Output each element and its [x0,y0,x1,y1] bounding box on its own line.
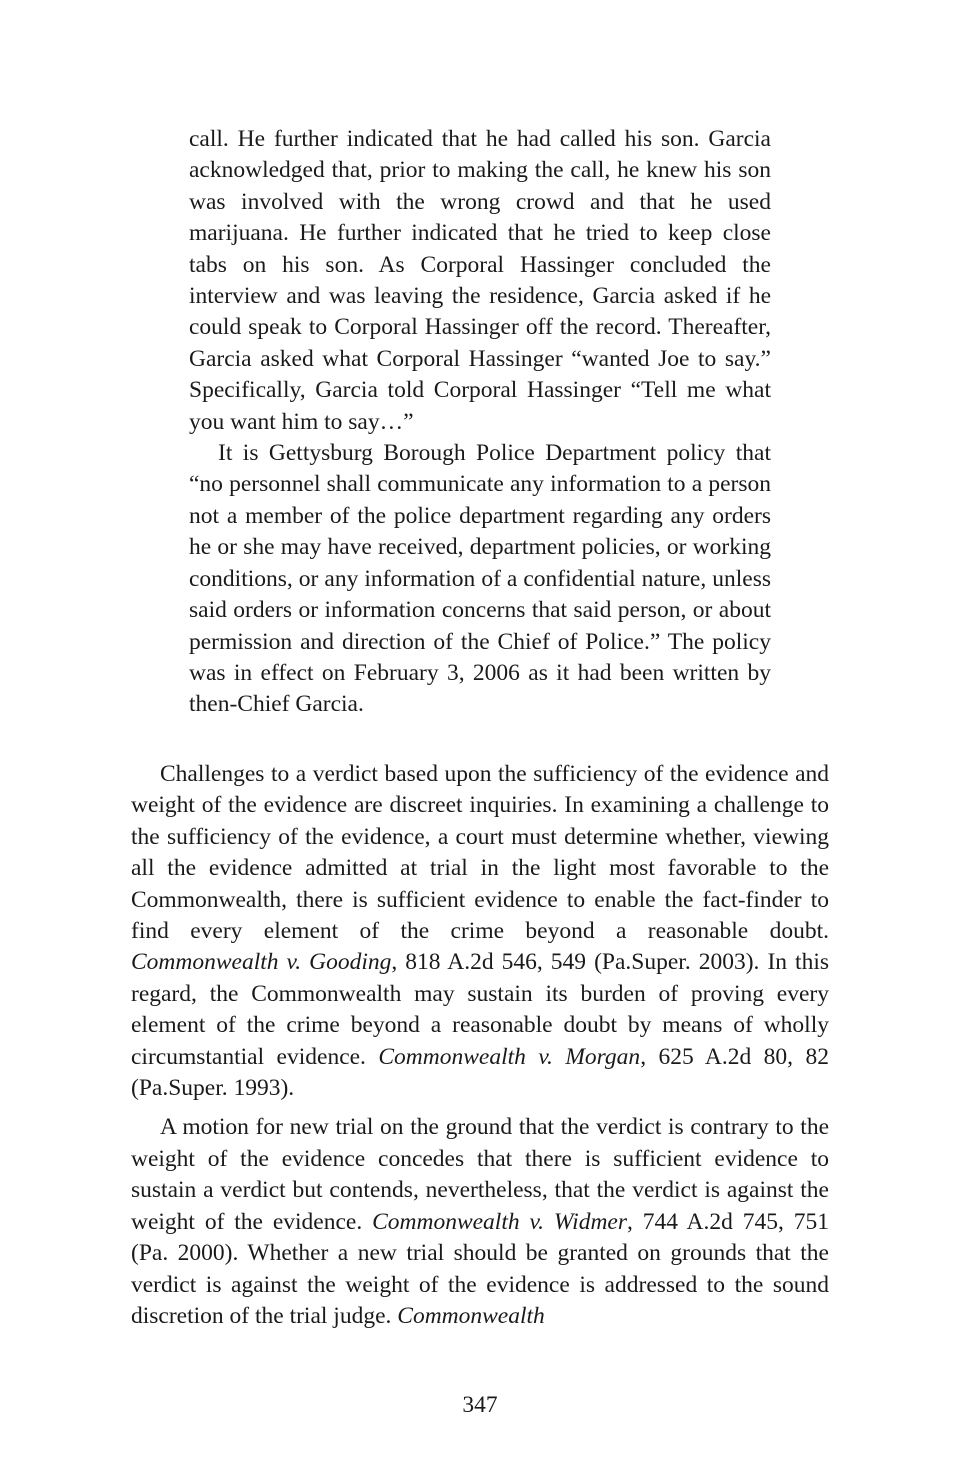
body-paragraph-2-text-b: , 744 A.2d 745, 751 (Pa. 2000). Whether a new trial should be granted on grounds that the verdict is against the weight of the evidence is addressed to the sound discretion of the trial judge. [131,1208,829,1329]
body-paragraph-2-text-a: A motion for new trial on the ground that the verdict is contrary to the weight of the evidence concedes that there is sufficient evidence to sustain a verdict but contends, nevertheless, that the verdict is against the weight of the evidence. [131,1114,829,1235]
body-paragraph-1-text-c: , 625 A.2d 80, 82 (Pa.Super. 1993). [131,1043,829,1102]
page-number: 347 [462,1392,498,1418]
body-paragraph-1-text-a: Challenges to a verdict based upon the sufficiency of the evidence and weight of the evidence are discreet inquiries. In examining a challenge to the sufficiency of the evidence, a court must determine whether, viewing all the evidence admitted at trial in the light most favorable to the Commonwealth, there is sufficient evidence to enable the fact-finder to find every element of the crime beyond a reasonable doubt. [131,761,829,945]
case-citation: Commonwealth [397,1302,545,1329]
body-paragraph-2 [131,1112,829,1332]
body-paragraph-1-text-b: , 818 A.2d 546, 549 (Pa.Super. 2003). In this regard, the Commonwealth may sustain its burden of proving every element of the crime beyond a reasonable doubt by means of wholly circumstantial evidence. [131,949,830,1070]
body-paragraph-1 [131,759,829,1104]
quote-paragraph-1: call. He further indicated that he had called his son. Garcia acknowledged that, prior to making the call, he knew his son was involved with the wrong crowd and that he used marijuana. He further indicated that he tried to keep close tabs on his son. As Corporal Hassinger concluded the interview and was leaving the residence, Garcia asked if he could speak to Corporal Hassinger off the record. Thereafter, Garcia asked what Corporal Hassinger “wanted Joe to say.” Specifically, Garcia told Corporal Hassinger “Tell me what you want him to say…” [189,126,771,435]
case-citation: Commonwealth v. Gooding [131,949,392,976]
case-citation: Commonwealth v. Morgan [378,1043,641,1070]
quote-paragraph-2: It is Gettysburg Borough Police Department policy that “no personnel shall communicate any information to a person not a member of the police department regarding any orders he or she may have received, department policies, or working conditions, or any information of a confidential nature, unless said orders or information concerns that said person, or about permission and direction of the Chief of Police.” The policy was in effect on February 3, 2006 as it had been written by then-Chief Garcia. [189,440,771,718]
case-citation: Commonwealth v. Widmer [372,1208,627,1235]
block-quote [189,124,771,721]
body-text [131,759,829,1332]
